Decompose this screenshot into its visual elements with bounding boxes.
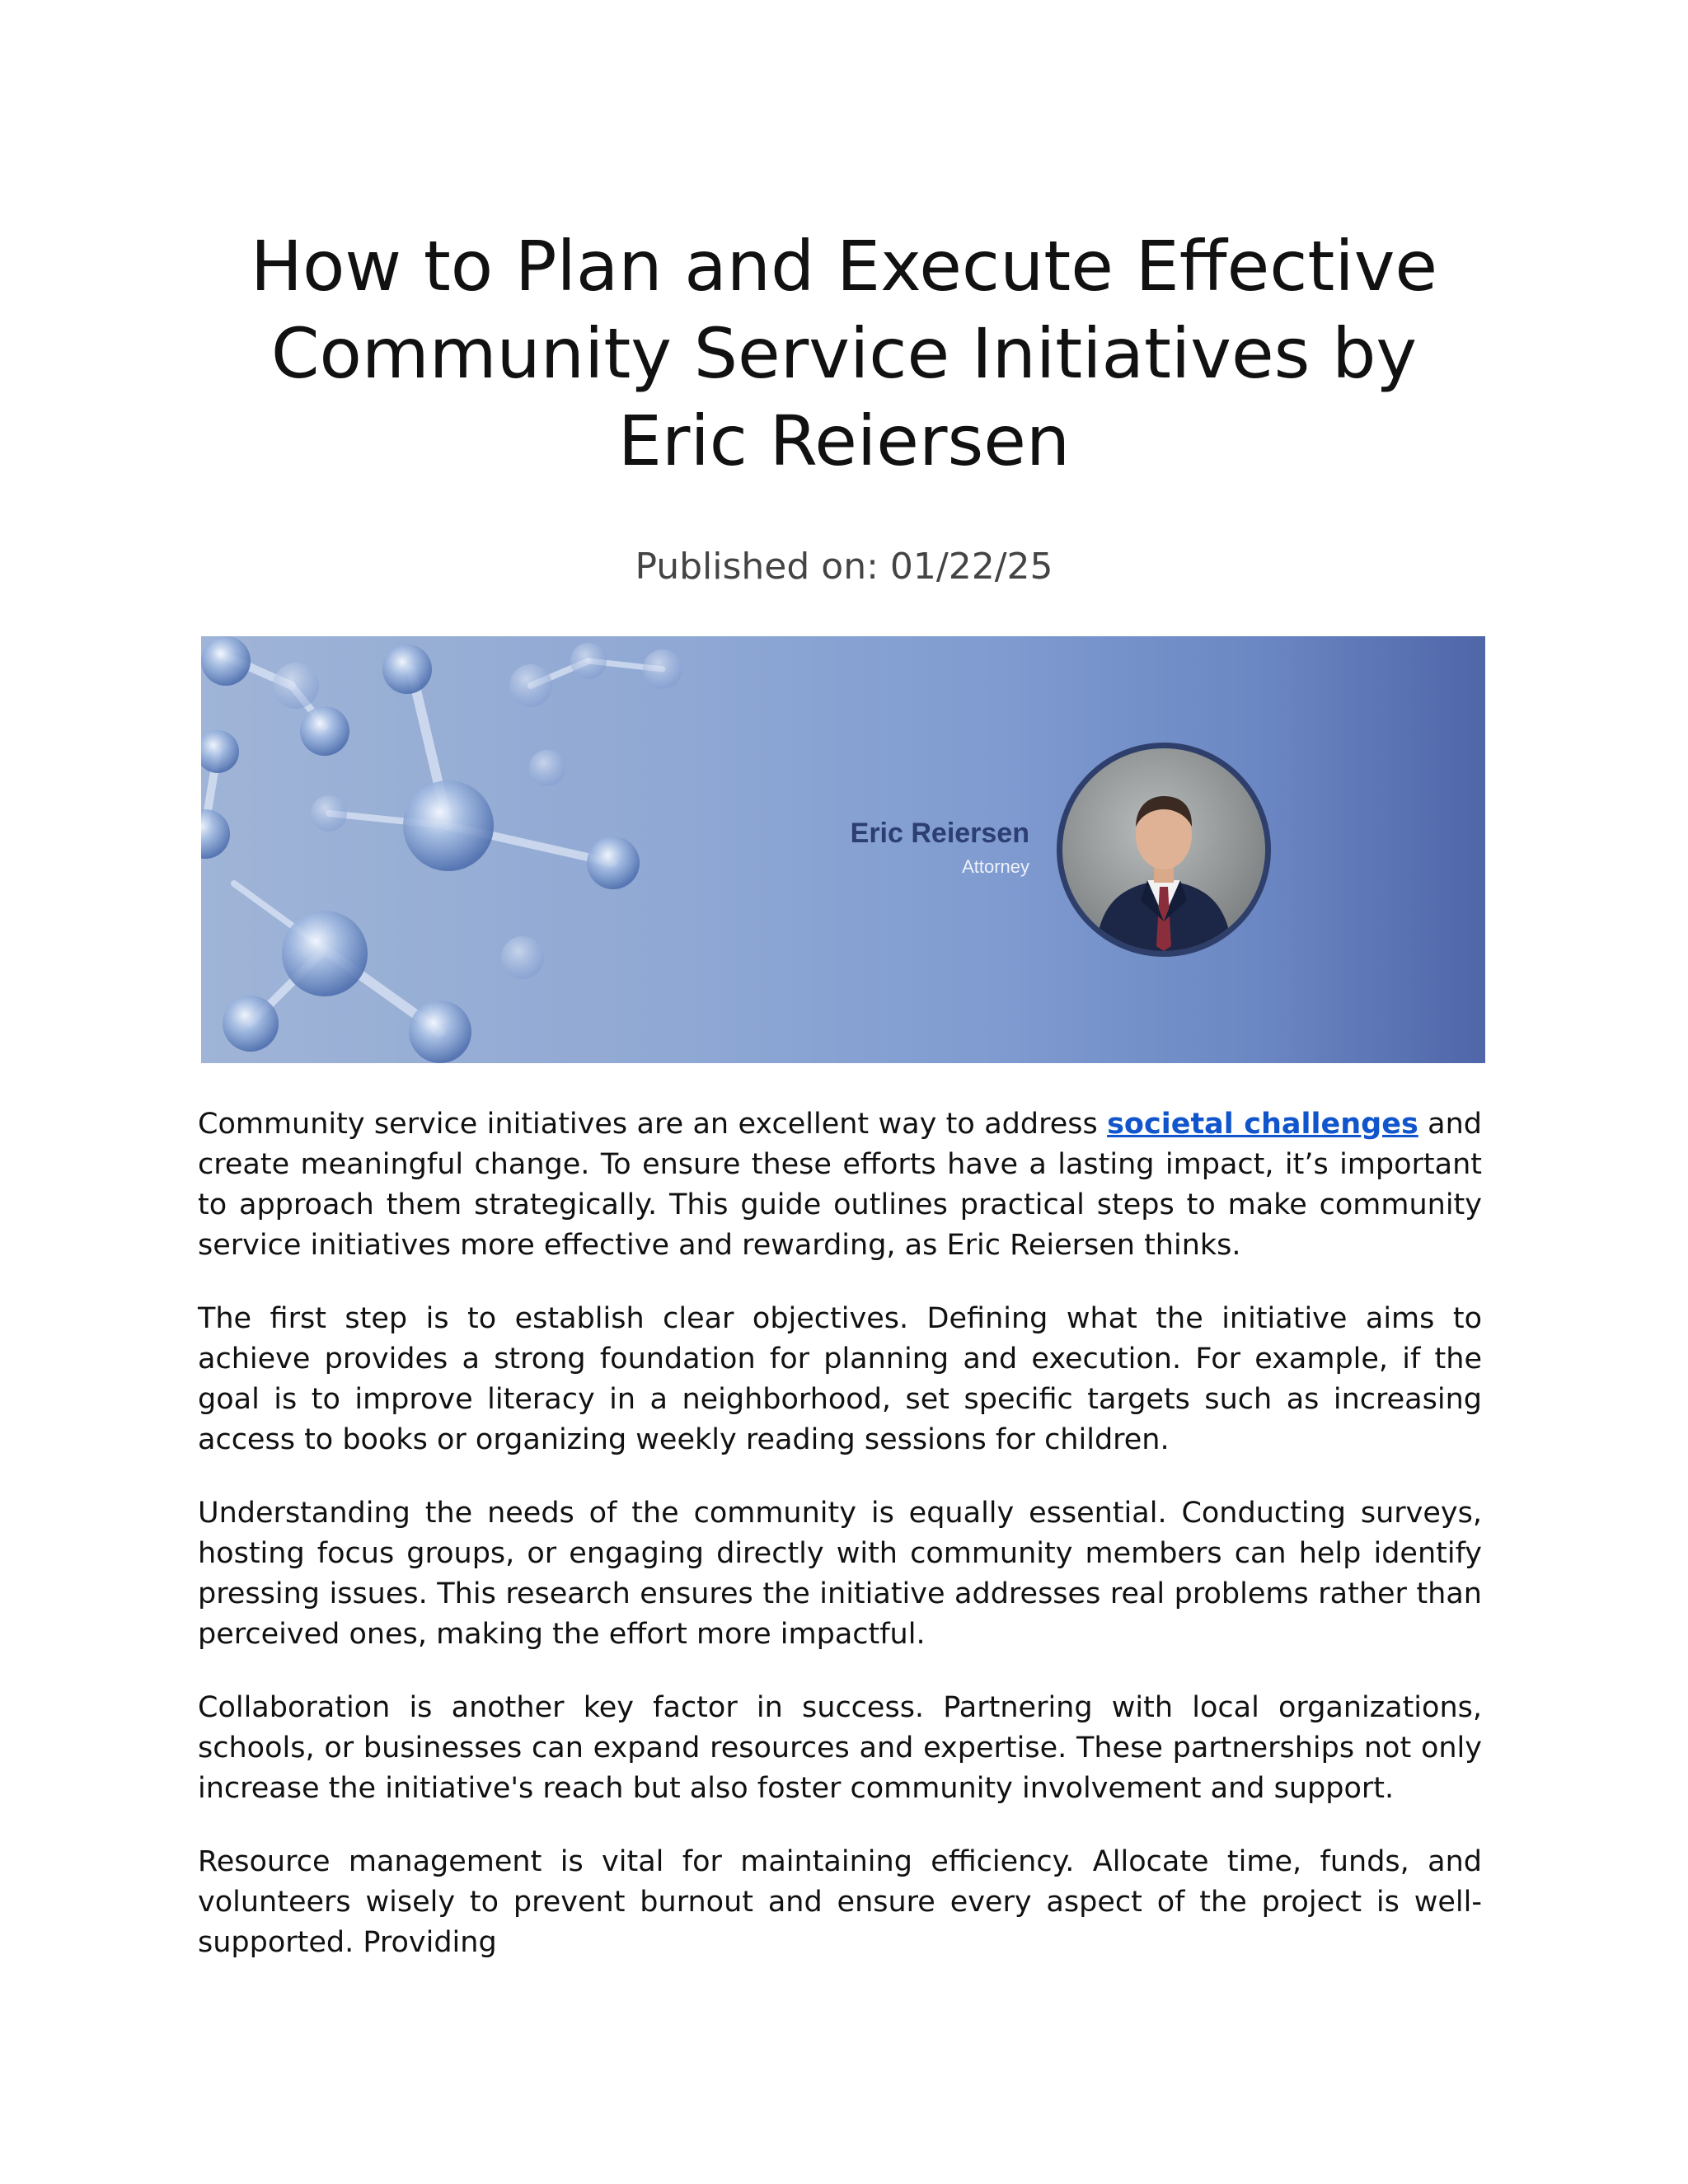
paragraph-text: and create meaningful change. To ensure these efforts have a lasting impact, it’s important to approach them strategically. This guide outlines practical steps to make community service initiatives more effective and rewarding, as Eric Reiersen thinks. xyxy=(198,1108,1482,1262)
article-body xyxy=(198,1104,1482,1996)
paragraph: The first step is to establish clear objectives. Defining what the initiative aims to achieve provides a strong foundation for planning and execution. For example, if the goal is to improve literacy in a neighborhood, set specific targets such as increasing access to books or organizing weekly reading sessions for children. xyxy=(198,1302,1482,1456)
molecule-background-graphic xyxy=(201,636,943,1063)
paragraph: Understanding the needs of the community is equally essential. Conducting surveys, hosting focus groups, or engaging directly with community members can help identify pressing issues. This research ensures the initiative addresses real problems rather than perceived ones, making the effort more impactful. xyxy=(198,1497,1482,1651)
person-portrait-graphic xyxy=(1062,748,1265,951)
paragraph: Collaboration is another key factor in success. Partnering with local organizations, schools, or businesses can expand resources and expertise. These partnerships not only increase the initiative's reach but also foster community involvement and support. xyxy=(198,1691,1482,1805)
portrait-photo xyxy=(1057,743,1271,957)
header-banner-image xyxy=(201,636,1485,1063)
banner-person-role: Attorney xyxy=(962,856,1029,877)
page-title: How to Plan and Execute Effective Community Service Initiatives by Eric Reiersen xyxy=(250,226,1438,481)
paragraph xyxy=(198,1104,1482,1266)
published-date: Published on: 01/22/25 xyxy=(635,546,1053,588)
societal-challenges-link[interactable]: societal challenges xyxy=(1107,1108,1418,1141)
paragraph-text: Community service initiatives are an excellent way to address xyxy=(198,1108,1108,1141)
paragraph: Resource management is vital for maintaining efficiency. Allocate time, funds, and volunteers wisely to prevent burnout and ensure every aspect of the project is well-supported. Providing xyxy=(198,1845,1482,1959)
banner-person-name: Eric Reiersen xyxy=(850,818,1029,849)
